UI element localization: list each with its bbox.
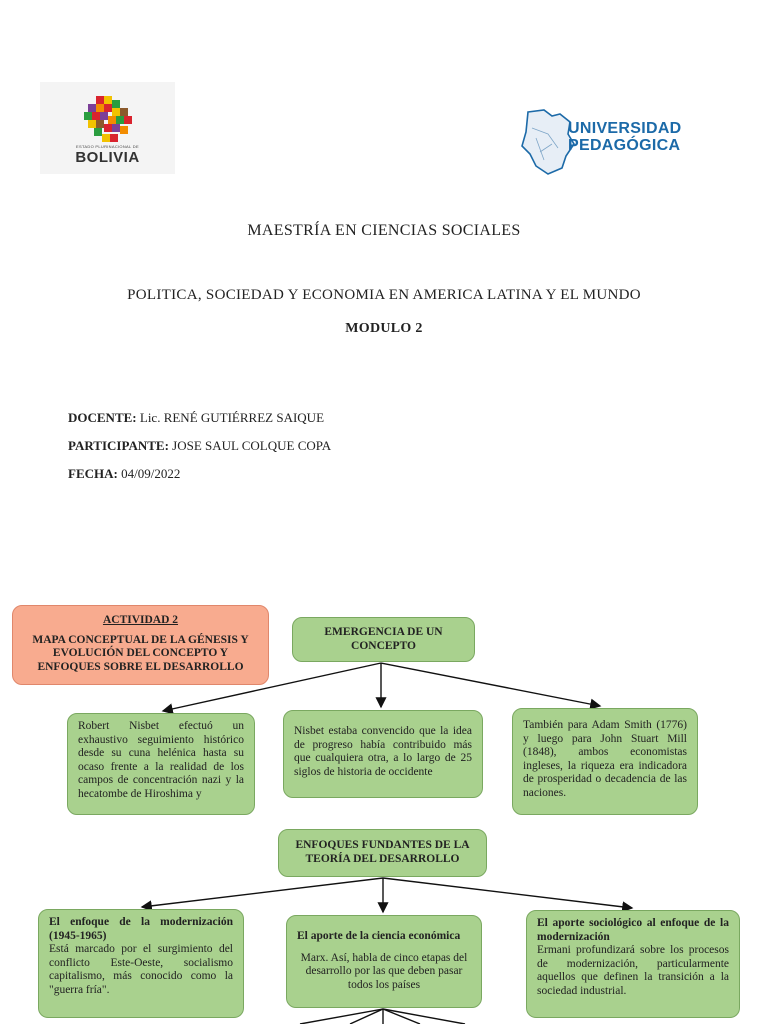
line-economia-branch-1 <box>300 1009 383 1024</box>
arrow-enfoques-socio <box>383 878 632 908</box>
arrow-enfoques-modern <box>142 878 383 907</box>
emergencia-concept-box: EMERGENCIA DE UN CONCEPTO <box>292 617 475 662</box>
module-title: MODULO 2 <box>345 321 423 336</box>
smith-mill-box: También para Adam Smith (1776) y luego para John Stuart Mill (1848), ambos economistas ingleses, la riqueza era indicadora de prosperidad o decadencia de las naciones. <box>512 708 698 815</box>
docente-label: DOCENTE: <box>68 410 137 425</box>
fecha-label: FECHA: <box>68 466 118 481</box>
aporte-sociologico-heading: El aporte sociológico al enfoque de la modernización <box>537 917 729 943</box>
universidad-line: UNIVERSIDAD <box>568 120 682 137</box>
nisbet-progress-box: Nisbet estaba convencido que la idea de progreso había contribuido más que cualquiera otra, a lo largo de 25 siglos de historia de occidente <box>283 710 483 798</box>
line-economia-branch-4 <box>383 1009 420 1024</box>
actividad-box <box>12 605 269 685</box>
modernizacion-body: Está marcado por el surgimiento del conflicto Este-Oeste, socialismo capitalismo, más conocido como la "guerra fría". <box>49 943 233 996</box>
actividad-description: MAPA CONCEPTUAL DE LA GÉNESIS Y EVOLUCIÓN DEL CONCEPTO Y ENFOQUES SOBRE EL DESARROLLO <box>32 633 249 673</box>
aporte-sociologico-body: Ermani profundizará sobre los procesos de modernización, particularmente aquellos que definen la transición a la sociedad industrial. <box>537 944 729 997</box>
aporte-sociologico-box <box>526 910 740 1018</box>
line-economia-branch-2 <box>350 1009 383 1024</box>
actividad-title: ACTIVIDAD 2 <box>102 614 179 626</box>
bolivia-logo-subtitle: ESTADO PLURINACIONAL DE <box>76 144 139 149</box>
ciencia-economica-box <box>286 915 482 1008</box>
fecha-value: 04/09/2022 <box>121 466 181 481</box>
arrow-emergencia-smith <box>381 663 600 706</box>
docente-value: Lic. RENÉ GUTIÉRREZ SAIQUE <box>139 410 325 425</box>
participante-label: PARTICIPANTE: <box>68 438 169 453</box>
ciencia-economica-heading: El aporte de la ciencia económica <box>297 930 461 942</box>
modernizacion-heading: El enfoque de la modernización (1945-1965) <box>49 916 233 942</box>
enfoques-fundantes-box: ENFOQUES FUNDANTES DE LA TEORÍA DEL DESARROLLO <box>278 829 487 877</box>
participante-value: JOSE SAUL COLQUE COPA <box>172 438 332 453</box>
nisbet-historic-box: Robert Nisbet efectuó un exhaustivo seguimiento histórico desde su cuna helénica hasta su ocaso frente a la realidad de los campos de concentración nazi y la hecatombe de Hiroshima y <box>67 713 255 815</box>
bolivia-logo-name: BOLIVIA <box>75 149 140 166</box>
modernizacion-box <box>38 909 244 1018</box>
ciencia-economica-body: Marx. Así, habla de cinco etapas del desarrollo por las que deben pasar todos los países <box>300 951 468 991</box>
program-title: MAESTRÍA EN CIENCIAS SOCIALES <box>247 222 521 239</box>
line-economia-branch-5 <box>383 1009 465 1024</box>
course-title: POLITICA, SOCIEDAD Y ECONOMIA EN AMERICA LATINA Y EL MUNDO <box>127 287 641 303</box>
pedagogica-line: PEDAGÓGICA <box>568 137 681 154</box>
